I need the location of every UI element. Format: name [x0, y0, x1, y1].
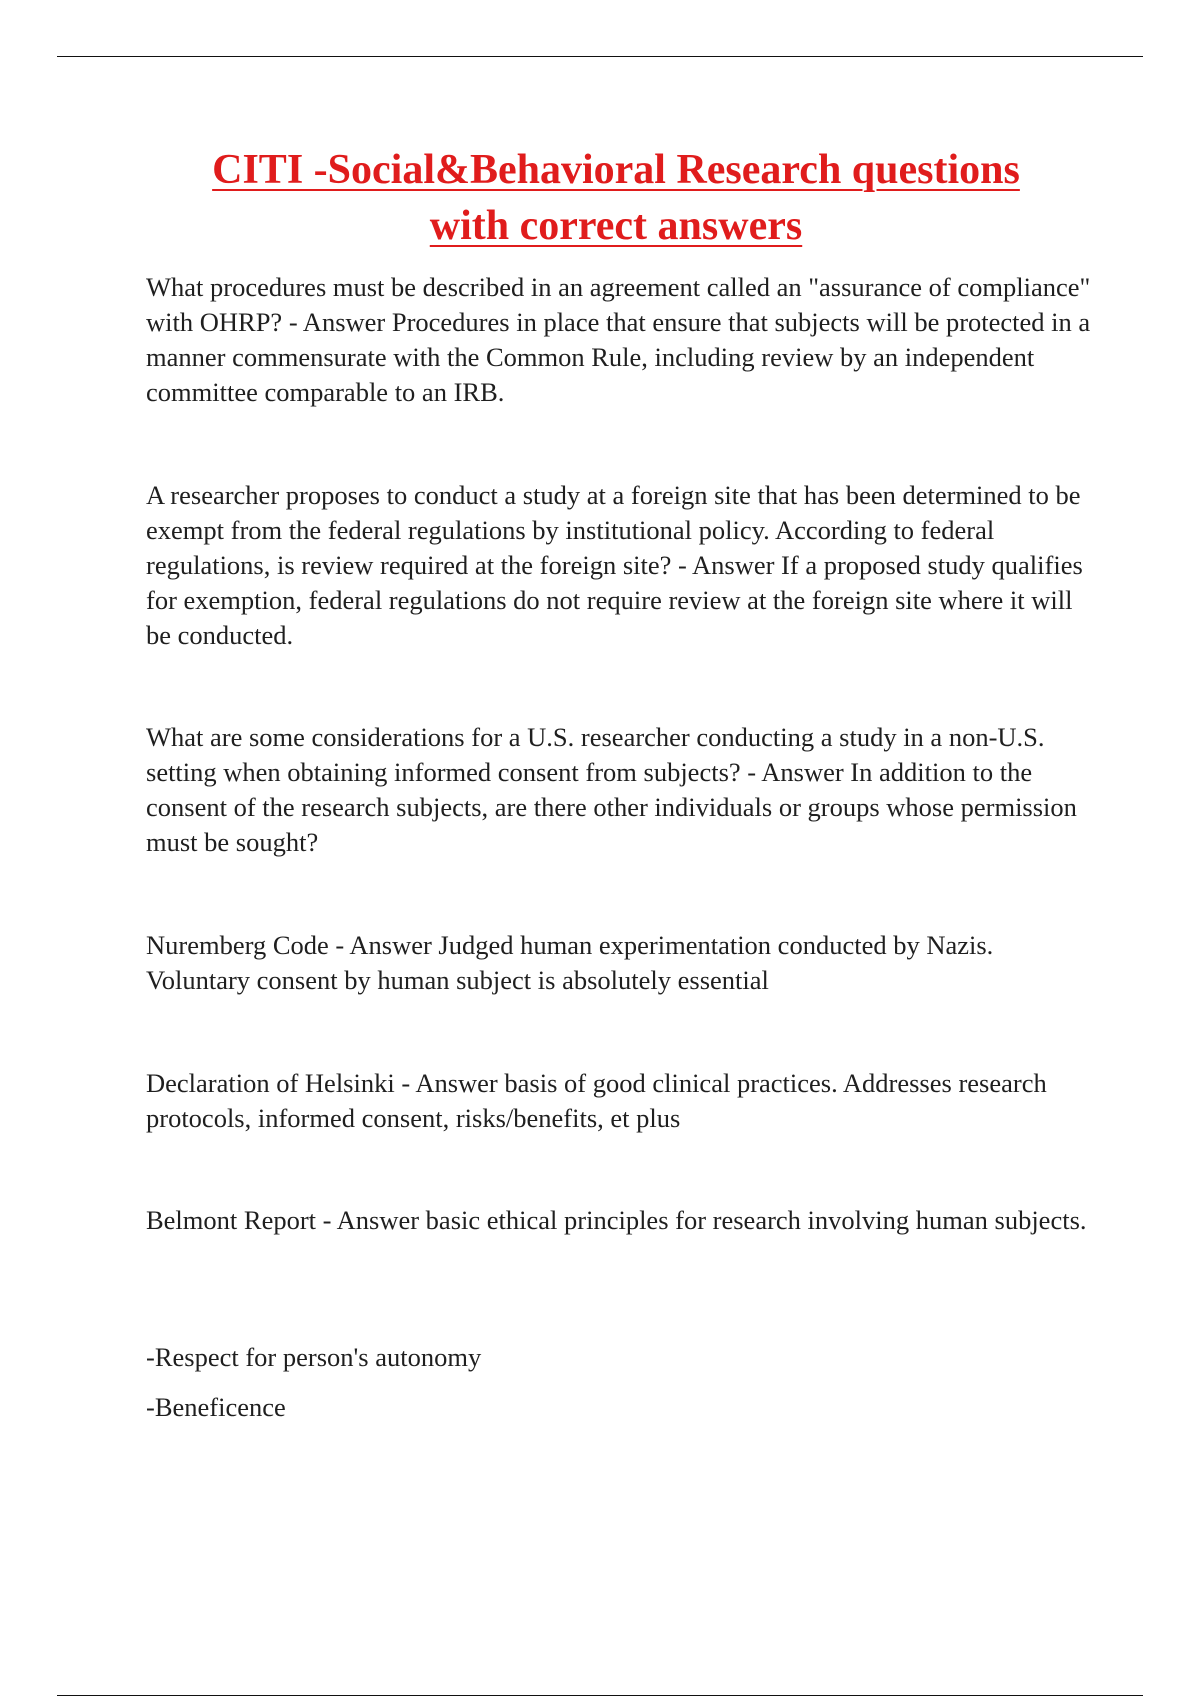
bullet-beneficence: -Beneficence [146, 1392, 286, 1422]
qa-entry-foreign-site-review: A researcher proposes to conduct a study at a foreign site that has been determined to be exempt from the federal regulations by institutional policy. According to federal regulations, is review required at the foreign site? - Answer If a proposed study qualifies for exemption, federal regulations do not require review at the foreign site where it will be conducted. [146, 480, 1083, 650]
qa-entry-nuremberg-code: Nuremberg Code - Answer Judged human experimentation conducted by Nazis. Voluntary consent by human subject is absolutely essential [146, 930, 994, 995]
qa-entry-assurance-of-compliance: What procedures must be described in an agreement called an "assurance of compliance" with OHRP? - Answer Procedures in place that ensure that subjects will be protected in a manner commensurate with the Common Rule, including review by an independent committee comparable to an IRB. [146, 272, 1091, 407]
qa-entry-declaration-of-helsinki: Declaration of Helsinki - Answer basis of good clinical practices. Addresses research protocols, informed consent, risks/benefits, et plus [146, 1068, 1047, 1133]
qa-entry-belmont-report: Belmont Report - Answer basic ethical principles for research involving human subjects. [146, 1205, 1087, 1235]
document-title [146, 142, 1086, 254]
top-rule [57, 56, 1143, 57]
bullet-respect-for-persons: -Respect for person's autonomy [146, 1342, 482, 1372]
bottom-rule [57, 1695, 1143, 1696]
title-line-2: with correct answers [429, 203, 803, 249]
title-line-1: CITI -Social&Behavioral Research questions [212, 147, 1020, 193]
qa-entry-informed-consent-non-us: What are some considerations for a U.S. researcher conducting a study in a non-U.S. setting when obtaining informed consent from subjects? - Answer In addition to the consent of the research subjects, are there other individuals or groups whose permission must be sought? [146, 722, 1077, 857]
